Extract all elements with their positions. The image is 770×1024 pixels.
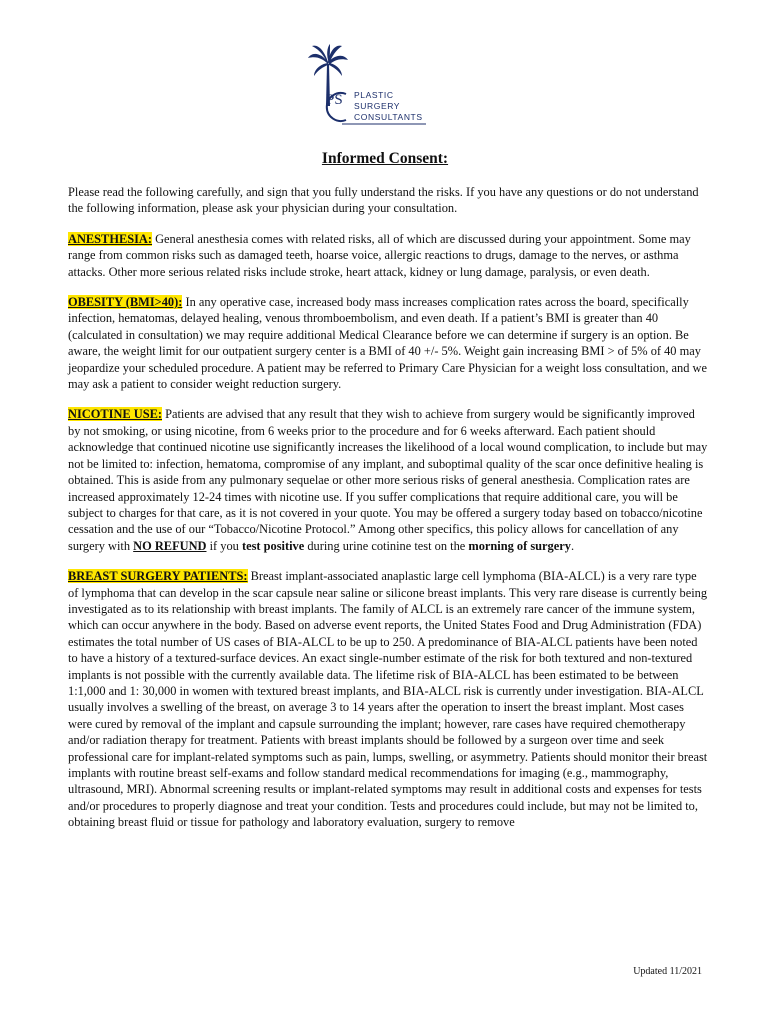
logo-line-consultants: CONSULTANTS bbox=[354, 112, 423, 122]
logo-monogram: PS bbox=[326, 92, 343, 108]
consent-body bbox=[68, 184, 708, 845]
breast-surgery-heading: BREAST SURGERY PATIENTS: bbox=[68, 569, 248, 584]
breast-surgery-section bbox=[68, 568, 708, 831]
nicotine-text: Patients are advised that any result that they wish to achieve from surgery would be significantly improved by not smoking, or using nicotine, from 6 weeks prior to the procedure and for 6 weeks afterward. Each patient should acknowledge that continued nicotine use significantly increases the likelihood of a local wound complication, to include but may not be limited to: infection, hematoma, compromise of any implant, and suboptimal quality of the scar once definitive healing is obtained. This is aside from any pulmonary sequelae or other more serious risks of general anesthesia. Complication rates are increased approximately 12-24 times with nicotine use. If you suffer complications that require additional care, you will be subject to charges for that care, as it is not covered in your quote. You may be offered a surgery today based on tobacco/nicotine cessation and the use of our “Tobacco/Nicotine Protocol.” Among other specifics, this policy allows for cancellation of any surgery with bbox=[68, 407, 708, 553]
nicotine-mid2: during urine cotinine test on the bbox=[304, 538, 469, 553]
intro-paragraph bbox=[68, 184, 708, 217]
breast-surgery-text: Breast implant-associated anaplastic large cell lymphoma (BIA-ALCL) is a very rare type of lymphoma that can develop in the scar capsule near saline or silicone breast implants. This very rare disease is currently being investigated as to its relationship with breast implants. The family of ALCL is an extremely rare cancer of the immune system, which can occur anywhere in the body. Based on adverse event reports, the United States Food and Drug Administration (FDA) estimates the total number of US cases of BIA-ALCL to be up to 250. A predominance of BIA-ALCL patients have been noted to have a history of a textured-surface devices. An exact single-number estimate of the risk for both textured and non-textured implants is not possible with the currently available data. The lifetime risk of BIA-ALCL has been estimated to be between 1:1,000 and 1: 30,000 in women with textured breast implants, and BIA-ALCL risk is currently under investigation. BIA-ALCL usually involves a swelling of the breast, on average 3 to 14 years after the operation to insert the breast implant. Most cases were cured by removal of the implant and capsule surrounding the implant; however, rare cases have required chemotherapy and/or radiation therapy for treatment. Patients with breast implants should be followed by a surgeon over time and seek professional care for implant-related symptoms such as pain, lumps, swelling, or asymmetry. Patients should monitor their breast implants with routine breast self-exams and follow standard medical recommendations for imaging (e.g., mammography, ultrasound, MRI). Abnormal screening results or implant-related symptoms may result in additional costs and expenses for tests and/or procedures to properly diagnose and treat your condition. Tests and procedures could include, but may not be limited to, obtaining breast fluid or tissue for pathology and laboratory evaluation, surgery to remove bbox=[68, 569, 708, 830]
obesity-section bbox=[68, 294, 708, 392]
logo-line-surgery: SURGERY bbox=[354, 101, 401, 111]
test-positive-text: test positive bbox=[241, 538, 305, 553]
intro-text: Please read the following carefully, and sign that you fully understand the risks. If you have any questions or do not understand the following information, please ask your physician during your consultation. bbox=[68, 185, 699, 216]
nicotine-end: . bbox=[570, 538, 575, 553]
obesity-heading: OBESITY (BMI>40): bbox=[68, 295, 183, 310]
no-refund-text: NO REFUND bbox=[133, 538, 207, 553]
nicotine-mid1: if you bbox=[206, 538, 242, 553]
anesthesia-heading: ANESTHESIA: bbox=[68, 231, 153, 246]
logo-line-plastic: PLASTIC bbox=[354, 90, 394, 100]
nicotine-section bbox=[68, 406, 708, 554]
updated-date: Updated 11/2021 bbox=[633, 966, 702, 977]
morning-of-surgery-text: morning of surgery bbox=[468, 538, 571, 553]
obesity-text: In any operative case, increased body mass increases complication rates across the board, specifically infection, hematomas, delayed healing, venous thromboembolism, and even death. If a patient’s BMI is greater than 40 (calculated in consultation) we may require additional Medical Clearance before we can determine if surgery is an option. Be aware, the weight limit for our outpatient surgery center is a BMI of 40 +/- 5%. Weight gain increasing BMI > of 5% of 40 may jeopardize your scheduled procedure. A patient may be referred to Primary Care Physician for a weight loss consultation, and we may ask a patient to consider weight reduction surgery. bbox=[68, 295, 707, 392]
nicotine-heading: NICOTINE USE: bbox=[68, 407, 162, 422]
anesthesia-text: General anesthesia comes with related risks, all of which are discussed during your appointment. Some may range from common risks such as damaged teeth, hoarse voice, allergic reactions to drugs, damage to the nerves, or asthma attacks. Other more serious related risks include stroke, heart attack, kidney or lung damage, paralysis, or even death. bbox=[68, 231, 691, 279]
anesthesia-section bbox=[68, 231, 708, 280]
page-title: Informed Consent: bbox=[321, 150, 449, 167]
